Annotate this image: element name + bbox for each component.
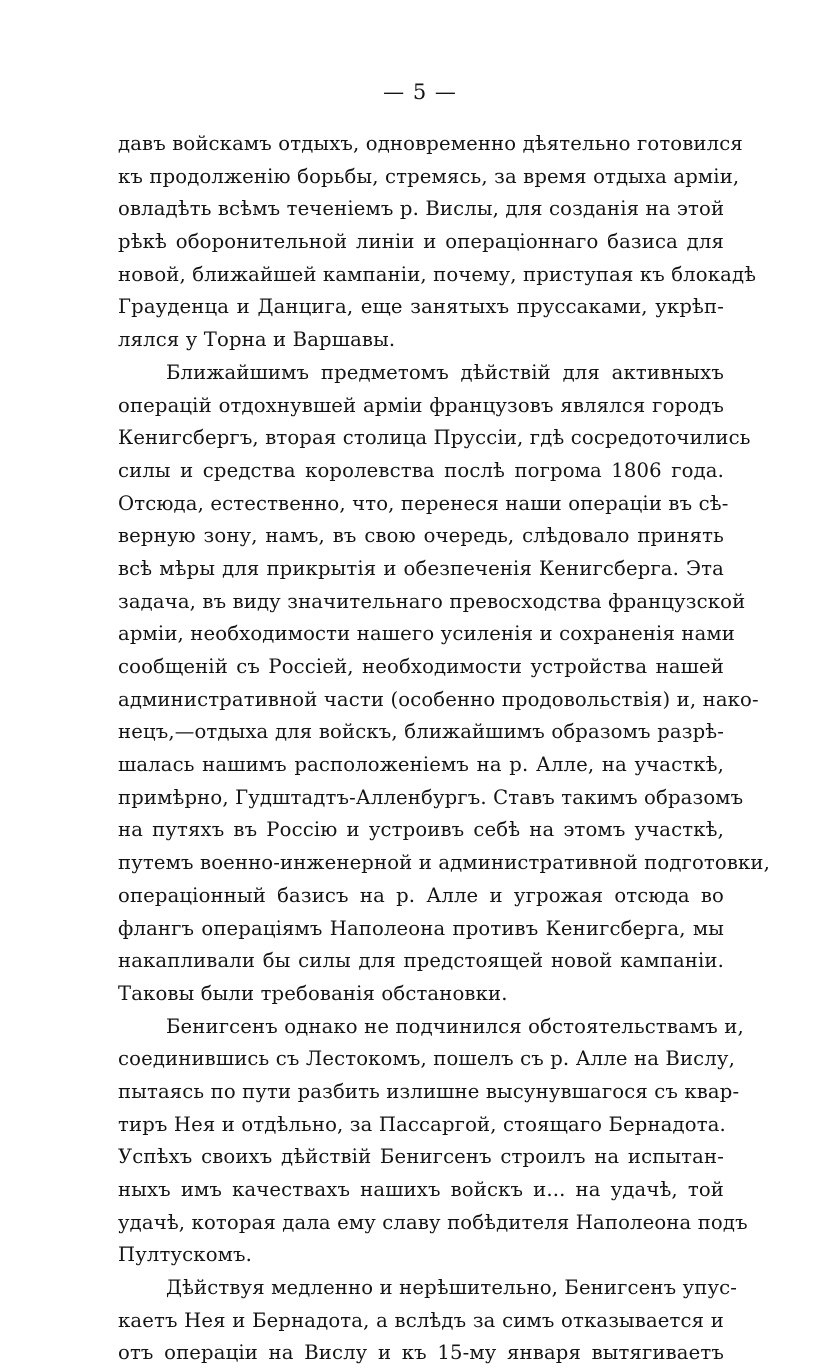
text-line: ныхъ имъ качествахъ нашихъ войскъ и... на удачѣ, той [118,1178,724,1201]
paragraph [118,1272,738,1370]
text-line: силы и средства королевства послѣ погрома 1806 года. [118,458,724,482]
text-line: флангъ операціямъ Наполеона противъ Кенигсберга, мы [118,916,724,940]
text-line: шалась нашимъ расположеніемъ на р. Алле, на участкѣ, [118,753,724,777]
text-line: сообщеній съ Россіей, необходимости устройства нашей [118,655,724,678]
text-line: Кенигсбергъ, вторая столица Пруссіи, гдѣ сосредоточились [118,426,751,450]
text-line: Дѣйствуя медленно и нерѣшительно, Бенигсенъ упус- [166,1276,738,1300]
text-line: овладѣть всѣмъ теченіемъ р. Вислы, для созданія на этой [118,197,725,221]
text-line: путемъ военно-инженерной и административной подготовки, [118,851,770,875]
text-line: пытаясь по пути разбить излишне высунувшагося съ квар- [118,1079,740,1103]
text-line: къ продолженію борьбы, стремясь, за время отдыха арміи, [118,164,740,188]
text-line: Пултускомъ. [118,1243,253,1267]
text-line: административной части (особенно продовольствія) и, нако- [118,687,759,711]
paragraph [118,128,757,357]
paragraph [118,1011,748,1273]
text-line: Грауденца и Данцига, еще занятыхъ пруссаками, укрѣп- [118,295,724,319]
text-line: тиръ Нея и отдѣльно, за Пассаргой, стоящаго Бернадота. [118,1112,726,1136]
text-line: арміи, необходимости нашего усиленія и сохраненія нами [118,622,736,646]
text-line: Отсюда, естественно, что, перенеся наши операціи въ сѣ- [118,491,729,515]
text-line: Таковы были требованія обстановки. [118,981,508,1005]
text-line: рѣкѣ оборонительной линіи и операціоннаго базиса для [118,230,724,254]
body-text [118,128,770,1370]
text-line: удачѣ, которая дала ему славу побѣдителя Наполеона подъ [118,1210,748,1234]
text-line: накапливали бы силы для предстоящей новой кампаніи. [118,949,724,973]
text-line: операцій отдохнувшей арміи французовъ являлся городъ [118,393,724,417]
text-line: операціонный базисъ на р. Алле и угрожая отсюда во [118,883,724,907]
text-line: давъ войскамъ отдыхъ, одновременно дѣятельно готовился [118,132,743,155]
text-line: каетъ Нея и Бернадота, а вслѣдъ за симъ отказывается и [118,1308,724,1332]
text-line: Бенигсенъ однако не подчинился обстоятельствамъ и, [166,1014,744,1038]
text-line: примѣрно, Гудштадтъ-Алленбургъ. Ставъ такимъ образомъ [118,785,744,809]
page-number: — 5 — [383,80,457,104]
text-line: задача, въ виду значительнаго превосходства французской [118,589,746,613]
text-line: отъ операціи на Вислу и къ 15-му января вытягиваетъ [118,1341,724,1365]
text-line: соединившись съ Лестокомъ, пошелъ съ р. Алле на Вислу, [118,1047,735,1071]
text-line: нецъ,—отдыха для войскъ, ближайшимъ образомъ разрѣ- [118,720,724,744]
text-line: верную зону, намъ, въ свою очередь, слѣдовало принять [118,524,724,548]
text-line: новой, ближайшей кампаніи, почему, приступая къ блокадѣ [118,262,757,286]
text-line: Успѣхъ своихъ дѣйствій Бенигсенъ строилъ на испытан- [118,1145,724,1169]
text-line: на путяхъ въ Россію и устроивъ себѣ на этомъ участкѣ, [118,818,724,842]
text-line: лялся у Торна и Варшавы. [118,328,396,352]
paragraph [118,357,770,1011]
text-line: всѣ мѣры для прикрытія и обезпеченія Кенигсберга. Эта [118,556,724,580]
text-line: Ближайшимъ предметомъ дѣйствій для активныхъ [166,360,724,384]
